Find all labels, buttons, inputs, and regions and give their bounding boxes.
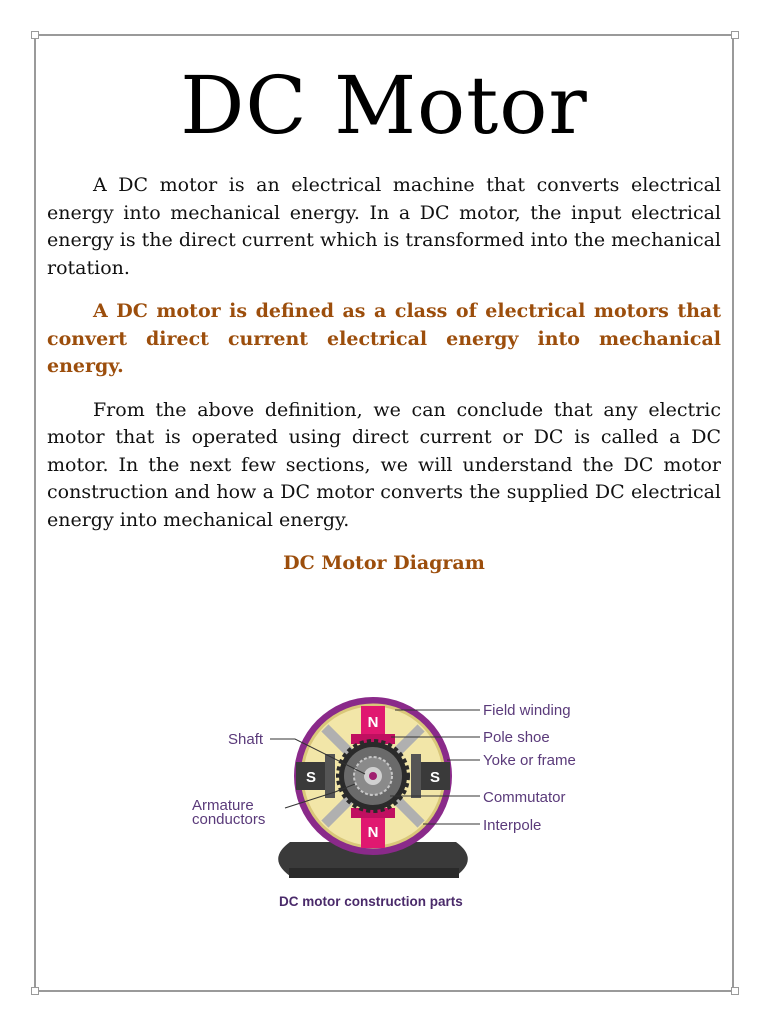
label-yoke: Yoke or frame [483,752,576,769]
border-corner [31,987,39,995]
label-armature: Armature [192,797,254,814]
label-interpole: Interpole [483,817,542,834]
section-heading: DC Motor Diagram [283,552,485,574]
pole-label-s-left: S [305,769,317,786]
pole-label-s-right: S [429,769,441,786]
motor-base-foot [289,868,459,878]
border-corner [731,31,739,39]
conclusion-paragraph: From the above definition, we can conclude that any electric motor that is operated using direct current or DC is called a DC motor. In the next few sections, we will understand the DC motor construction and how a DC motor converts the supplied DC electrical energy into mechanical energy. [47,398,721,531]
page-title: DC Motor [180,59,588,152]
label-conductors: conductors [192,811,266,828]
definition-paragraph: A DC motor is defined as a class of electrical motors that convert direct current electrical energy into mechanical energy. [47,300,721,377]
border-corner [731,987,739,995]
intro-paragraph: A DC motor is an electrical machine that converts electrical energy into mechanical energy. In a DC motor, the input electrical energy is the direct current which is transformed into the mechanical rotation. [47,174,721,279]
label-pole-shoe: Pole shoe [483,729,550,746]
shaft-center [369,772,377,780]
label-field-winding: Field winding [483,702,571,719]
diagram-caption: DC motor construction parts [279,894,463,909]
border-corner [31,31,39,39]
label-commutator: Commutator [483,789,566,806]
pole-label-n-top: N [367,714,379,731]
document-body [47,58,721,574]
label-shaft: Shaft [228,731,264,748]
pole-shoe-right [411,754,421,798]
pole-label-n-bottom: N [367,824,379,841]
pole-shoe-left [325,754,335,798]
dc-motor-diagram [185,692,595,922]
